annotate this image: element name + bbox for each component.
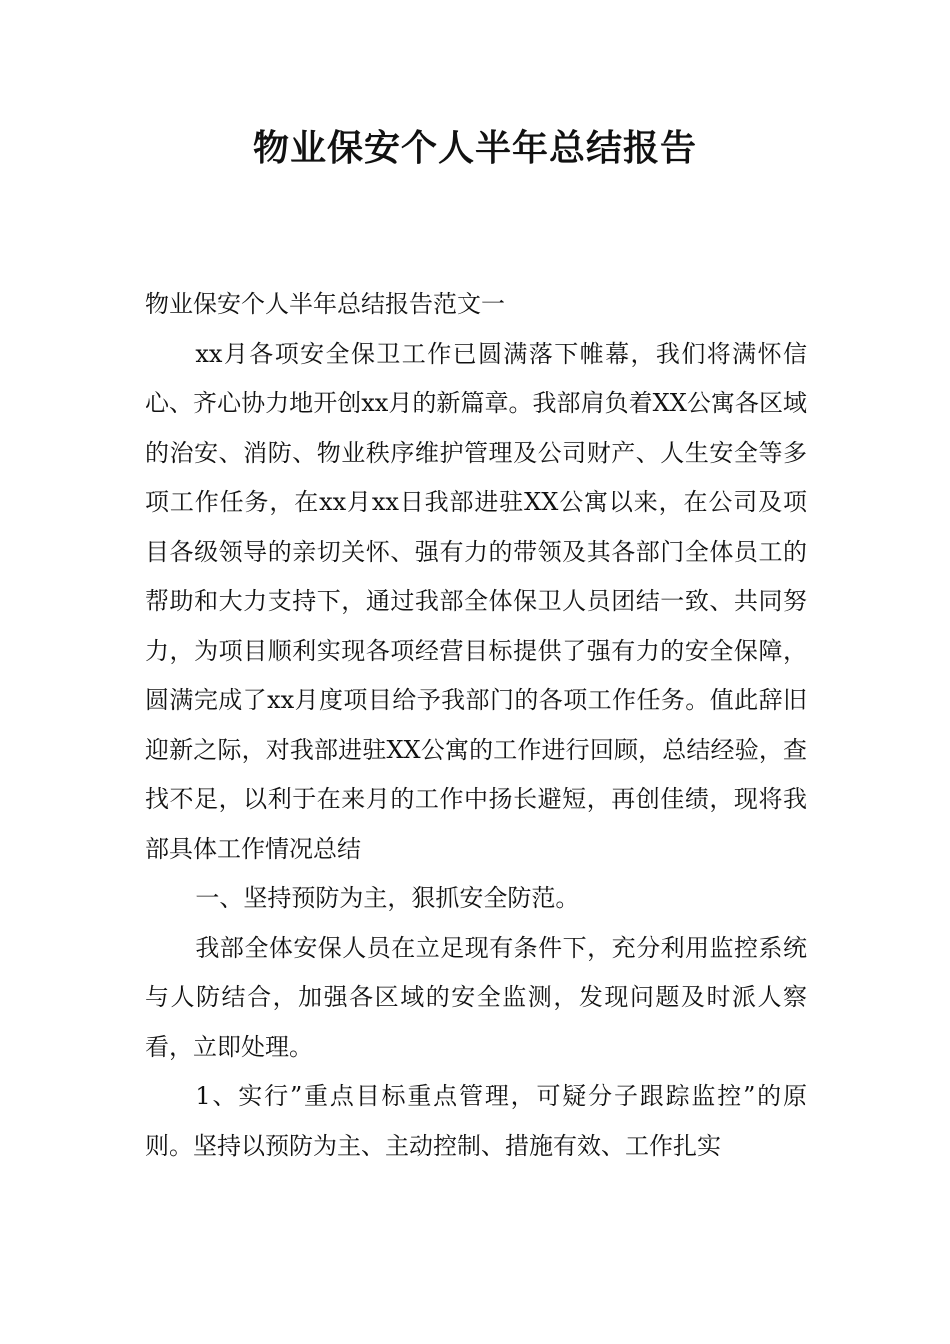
document-body (145, 280, 807, 1171)
paragraph-section-1: 我部全体安保人员在立足现有条件下，充分利用监控系统与人防结合，加强各区域的安全监测，发现问题及时派人察看，立即处理。 (145, 933, 807, 1061)
document-title: 物业保安个人半年总结报告 (252, 128, 697, 169)
paragraph-intro: xx月各项安全保卫工作已圆满落下帷幕，我们将满怀信心、齐心协力地开创xx月的新篇章。我部肩负着XX公寓各区域的治安、消防、物业秩序维护管理及公司财产、人生安全等多项工作任务，在xx月xx日我部进驻XX公寓以来，在公司及项目各级领导的亲切关怀、强有力的带领及其各部门全体员工的帮助和大力支持下，通过我部全体保卫人员团结一致、共同努力，为项目顺利实现各项经营目标提供了强有力的安全保障，圆满完成了xx月度项目给予我部门的各项工作任务。值此辞旧迎新之际，对我部进驻XX公寓的工作进行回顾，总结经验，查找不足，以利于在来月的工作中扬长避短，再创佳绩，现将我部具体工作情况总结 (145, 339, 807, 863)
paragraph-item-1: 1、实行”重点目标重点管理，可疑分子跟踪监控”的原则。坚持以预防为主、主动控制、措施有效、工作扎实 (145, 1082, 807, 1160)
section-heading-1: 一、坚持预防为主，狠抓安全防范。 (195, 884, 580, 912)
document-subtitle: 物业保安个人半年总结报告范文一 (145, 290, 505, 318)
